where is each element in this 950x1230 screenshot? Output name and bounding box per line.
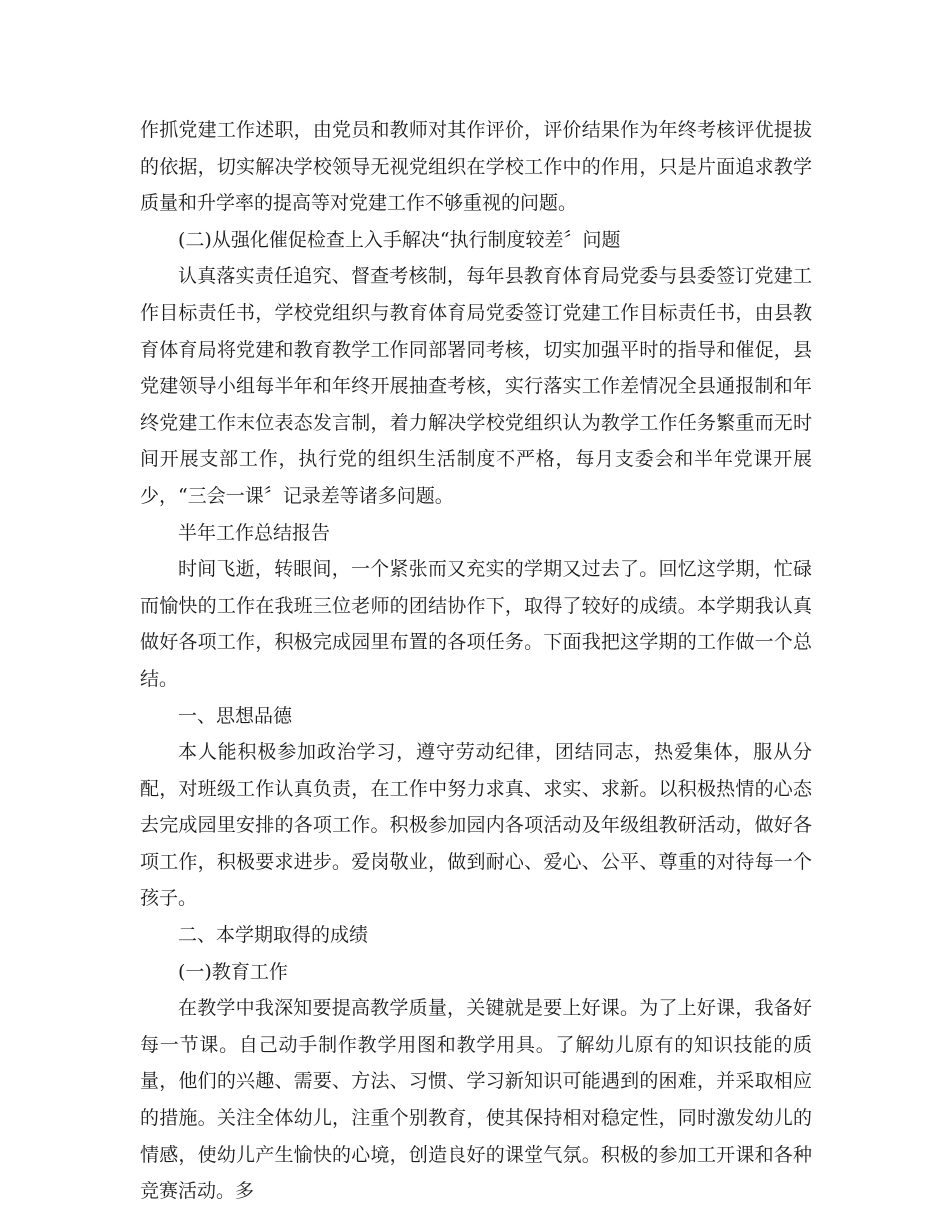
paragraph-ideology: 本人能积极参加政治学习，遵守劳动纪律，团结同志，热爱集体，服从分配，对班级工作认真负责，在工作中努力求真、求实、求新。以积极热情的心态去完成园里安排的各项工作。积极参加园内各项活动及年级组教研活动，做好各项工作，积极要求进步。爱岗敬业，做到耐心、爱心、公平、尊重的对待每一个孩子。 [140,741,812,910]
paragraph-education-work: 在教学中我深知要提高教学质量，关键就是要上好课。为了上好课，我备好每一节课。自己动手制作教学用图和教学用具。了解幼儿原有的知识技能的质量，他们的兴趣、需要、方法、习惯、学习新知识可能遇到的困难，并采取相应的措施。关注全体幼儿，注重个别教育，使其保持相对稳定性，同时激发幼儿的情感，使幼儿产生愉快的心境，创造良好的课堂气氛。积极的参加工开课和各种竞赛活动。多 [140,997,812,1203]
heading-supervision: (二)从强化催促检查上入手解决“执行制度较差〞问题 [178,228,621,251]
document-page [140,112,812,1210]
heading-ideology: 一、思想品德 [178,704,293,727]
heading-education-work: (一)教育工作 [178,960,288,983]
heading-half-year-report: 半年工作总结报告 [178,521,331,544]
paragraph-accountability: 认真落实责任追究、督查考核制，每年县教育体育局党委与县委签订党建工作目标责任书，学校党组织与教育体育局党委签订党建工作目标责任书，由县教育体育局将党建和教育教学工作同部署同考核，切实加强平时的指导和催促，县党建领导小组每半年和年终开展抽查考核，实行落实工作差情况全县通报制和年终党建工作末位表态发言制，着力解决学校党组织认为教学工作任务繁重而无时间开展支部工作，执行党的组织生活制度不严格，每月支委会和半年党课开展少，“三会一课〞记录差等诸多问题。 [140,265,812,507]
heading-achievements: 二、本学期取得的成绩 [178,924,369,947]
paragraph-introduction: 时间飞逝，转眼间，一个紧张而又充实的学期又过去了。回忆这学期，忙碌而愉快的工作在我班三位老师的团结协作下，取得了较好的成绩。本学期我认真做好各项工作，积极完成园里布置的各项任务。下面我把这学期的工作做一个总结。 [140,558,812,690]
paragraph-party-building-review: 作抓党建工作述职，由党员和教师对其作评价，评价结果作为年终考核评优提拔的依据，切实解决学校领导无视党组织在学校工作中的作用，只是片面追求教学质量和升学率的提高等对党建工作不够重视的问题。 [140,119,812,215]
